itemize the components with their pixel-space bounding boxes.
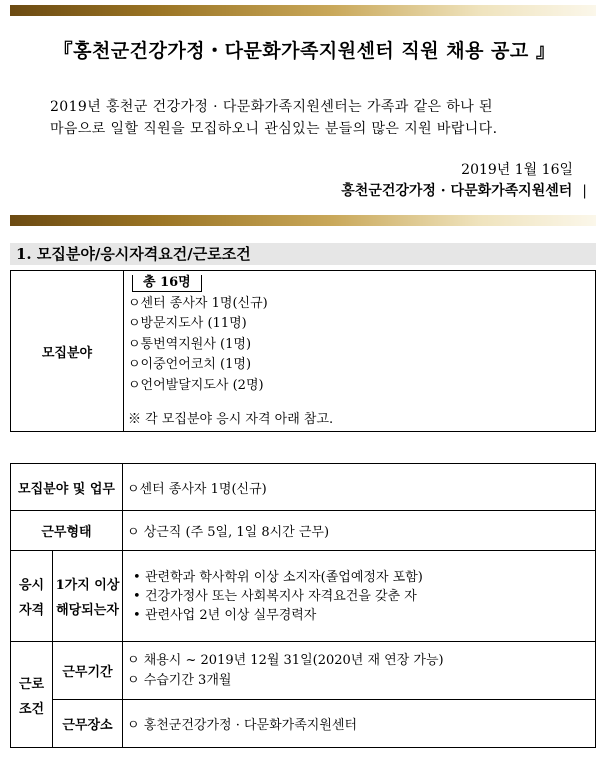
field-duty-label: 모집분야 및 업무 [11,464,123,511]
field-duty-value: ㅇ센터 종사자 1명(신규) [123,464,596,511]
field-note: ※ 각 모집분야 응시 자격 아래 참고. [128,412,334,427]
field-item: ㅇ센터 종사자 1명(신규) [128,295,268,311]
page-title: 『홍천군건강가정・다문화가족지원센터 직원 채용 공고 』 [53,40,556,62]
work-type-label: 근무형태 [11,511,123,551]
labor-label-line1: 근로 [18,676,45,692]
qualification-item: • 관련사업 2년 이상 실무경력자 [145,606,595,625]
field-item: ㅇ언어발달지도사 (2명) [128,377,264,393]
field-label: 모집분야 [11,271,124,432]
top-gold-bar [10,5,596,16]
job-detail-table [10,463,596,748]
qualification-sub-line2: 해당되는자 [56,603,119,618]
intro-paragraph [50,96,570,140]
labor-condition-label [11,642,53,748]
labor-label-line2: 조건 [18,701,45,717]
qualification-label-line1: 응시 [18,578,45,593]
period-value [123,642,596,700]
intro-line-1: 2019년 홍천군 건강가정 · 다문화가족지원센터는 가족과 같은 하나 된 [50,99,493,115]
recruitment-field-table [10,270,596,432]
field-content [124,271,596,432]
period-line-2: ㅇ 수습기간 3개월 [127,672,232,688]
qualification-sub-line1: 1가지 이상 [55,578,120,593]
period-label: 근무기간 [53,642,123,700]
field-item: ㅇ방문지도사 (11명) [128,316,247,331]
qualification-label [11,551,53,642]
field-item: ㅇ이중언어코치 (1명) [128,357,252,372]
qualification-list [123,551,596,642]
work-type-value: ㅇ 상근직 (주 5일, 1일 8시간 근무) [123,511,596,551]
place-value: ㅇ 홍천군건강가정 · 다문화가족지원센터 [123,700,596,748]
field-item: ㅇ통번역지원사 (1명) [128,336,252,352]
qualification-item: • 관련학과 학사학위 이상 소지자(졸업예정자 포함) [145,568,595,587]
org-mark: | [582,183,587,199]
section-heading: 1. 모집분야/응시자격요건/근로조건 [10,243,596,265]
period-line-1: ㅇ 채용시 ~ 2019년 12월 31일(2020년 재 연장 가능) [127,652,444,668]
total-count: 총 16명 [132,275,202,292]
qualification-item: • 건강가정사 또는 사회복지사 자격요건을 갖춘 자 [145,587,595,606]
middle-gold-bar [10,215,596,226]
organization-signature [341,180,587,200]
qualification-sub-label [53,551,123,642]
organization-name: 홍천군건강가정 · 다문화가족지원센터 [341,183,573,199]
place-label: 근무장소 [53,700,123,748]
qualification-label-line2: 자격 [18,603,45,618]
announcement-date: 2019년 1월 16일 [461,162,573,178]
intro-line-2: 마음으로 일할 직원을 모집하오니 관심있는 분들의 많은 지원 바랍니다. [50,121,498,137]
